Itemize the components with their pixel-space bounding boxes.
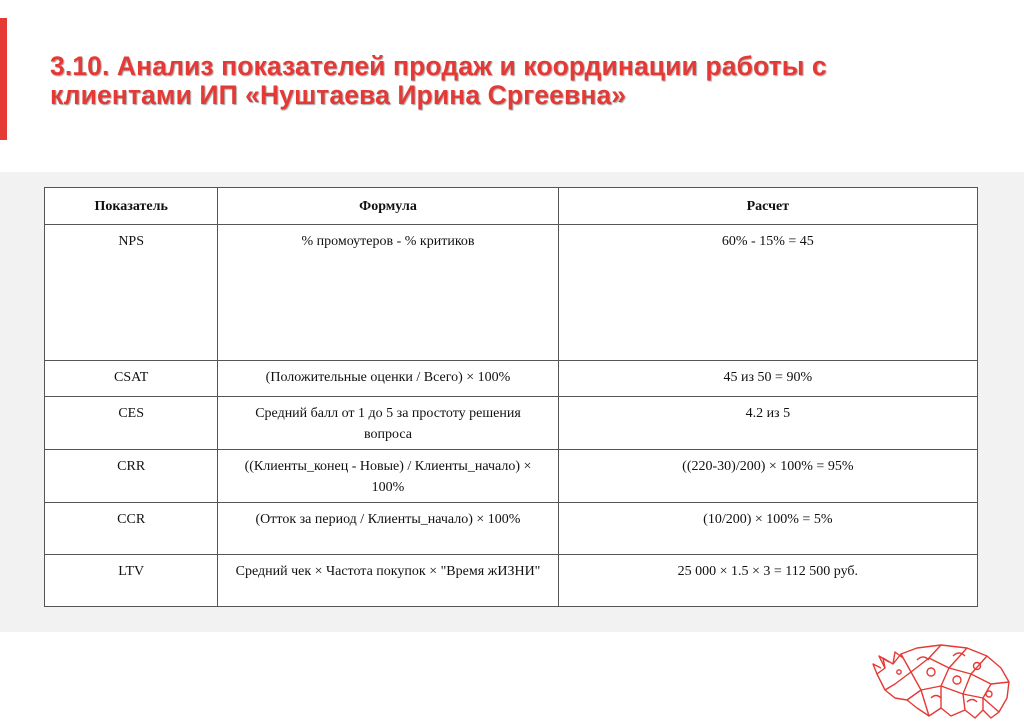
metrics-table	[44, 187, 978, 607]
calculation-cell: 60% - 15% = 45	[558, 225, 977, 361]
header-formula: Формула	[218, 188, 558, 225]
header-metric: Показатель	[45, 188, 218, 225]
table-row	[45, 450, 978, 503]
formula-cell: Средний балл от 1 до 5 за простоту решения вопроса	[218, 397, 558, 450]
rhino-icon	[871, 628, 1016, 720]
formula-cell: (Положительные оценки / Всего) × 100%	[218, 361, 558, 397]
metric-cell: CCR	[45, 503, 218, 555]
calculation-cell: 45 из 50 = 90%	[558, 361, 977, 397]
slide-title-line-2: клиентами ИП «Нуштаева Ирина Сргеевна»	[50, 80, 627, 110]
formula-cell: (Отток за период / Клиенты_начало) × 100%	[218, 503, 558, 555]
table-header-row	[45, 188, 978, 225]
formula-cell: % промоутеров - % критиков	[218, 225, 558, 361]
header-calculation: Расчет	[558, 188, 977, 225]
table-row	[45, 397, 978, 450]
formula-cell: Средний чек × Частота покупок × "Время жИЗНИ"	[218, 555, 558, 607]
calculation-cell: (10/200) × 100% = 5%	[558, 503, 977, 555]
metric-cell: NPS	[45, 225, 218, 361]
calculation-cell: 4.2 из 5	[558, 397, 977, 450]
formula-cell: ((Клиенты_конец - Новые) / Клиенты_начало) × 100%	[218, 450, 558, 503]
table-row	[45, 361, 978, 397]
metric-cell: LTV	[45, 555, 218, 607]
slide-title	[50, 52, 990, 110]
slide-title-line-1: 3.10. Анализ показателей продаж и координации работы с	[50, 51, 827, 81]
table-row	[45, 225, 978, 361]
calculation-cell: ((220-30)/200) × 100% = 95%	[558, 450, 977, 503]
table-row	[45, 555, 978, 607]
metric-cell: CES	[45, 397, 218, 450]
accent-bar	[0, 18, 7, 140]
metric-cell: CRR	[45, 450, 218, 503]
table-row	[45, 503, 978, 555]
metric-cell: CSAT	[45, 361, 218, 397]
calculation-cell: 25 000 × 1.5 × 3 = 112 500 руб.	[558, 555, 977, 607]
